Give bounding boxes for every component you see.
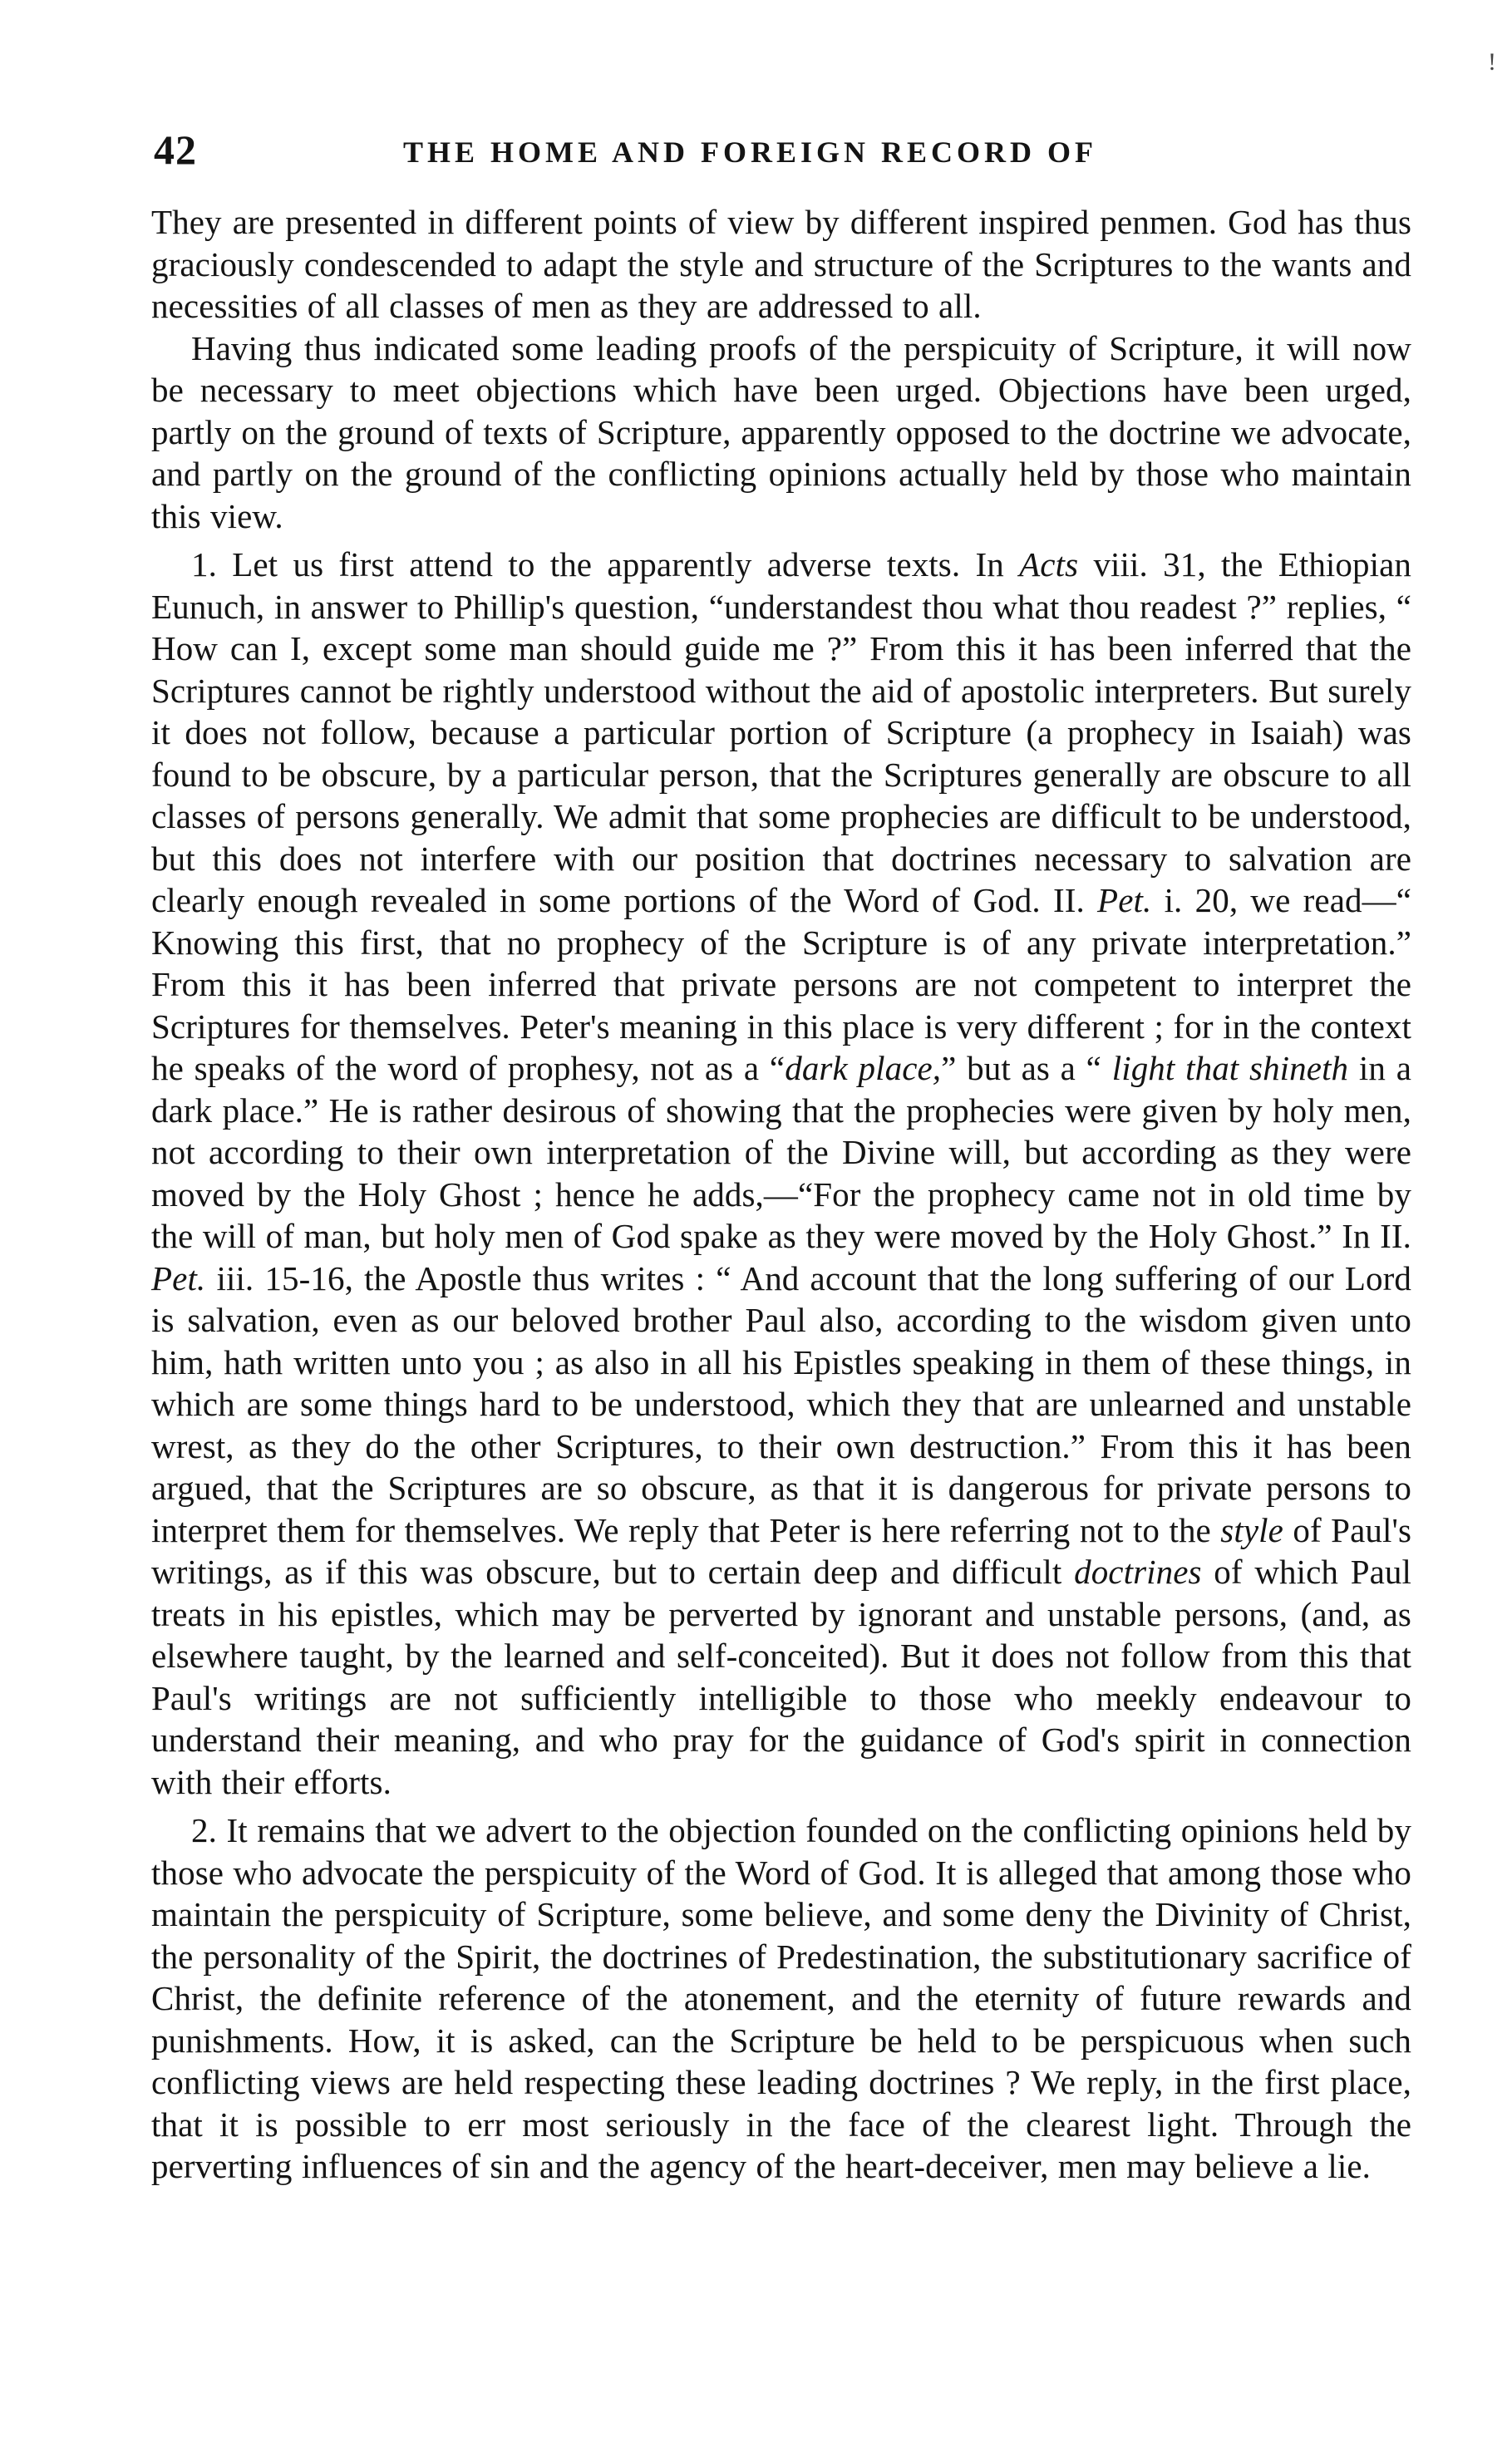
text-run: They are presented in different points of view by different inspired penmen. God has thus graciously condescended to adapt the style and structure of the Scriptures to the wants and necessities of all classes of men as they are addressed to all.	[151, 203, 1411, 325]
paragraph-objections-intro	[151, 327, 1411, 538]
text-run: 1. Let us first attend to the apparently adverse texts. In	[191, 545, 1020, 583]
text-run: of which Paul treats in his epistles, which may be perverted by ignorant and unstable persons, (and, as elsewhere taught, by the learned and self-conceited). But it does not follow from this that Paul's writings are not sufficiently intelligible to those who meekly endeavour to understand their meaning, and who pray for the guidance of God's spirit in connection with their efforts.	[151, 1553, 1411, 1801]
page-number: 42	[154, 126, 197, 173]
body-text	[151, 201, 1411, 2188]
paragraph-continuation	[151, 201, 1411, 327]
page-header	[154, 125, 1417, 175]
text-run: viii. 31, the Ethiopian Eunuch, in answer to Phillip's question, “understandest thou what thou readest ?” replies, “ How can I, except some man should guide me ?” From this it has been inferred that the Scriptures cannot be rightly understood without the aid of apostolic interpreters. But surely it does not follow, because a particular portion of Scripture (a prophecy in Isaiah) was found to be obscure, by a particular person, that the Scriptures generally are obscure to all classes of persons generally. We admit that some prophecies are difficult to be understood, but this does not interfere with our position that doctrines necessary to salvation are clearly enough revealed in some portions of the Word of God. II.	[151, 545, 1412, 919]
text-run: of Paul's writings, as if this was obscure, but to certain deep and difficult	[151, 1510, 1411, 1591]
italic-text: dark place,	[785, 1049, 942, 1087]
text-run: i. 20, we read—“ Knowing this first, that no prophecy of the Scripture is of any private interpretation.” From this it has been inferred that private persons are not competent to interpret the Scriptures for themselves. Peter's meaning in this place is very different ; for in the context he speaks of the word of prophesy, not as a “	[151, 881, 1411, 1087]
paragraph-conflicting-opinions	[151, 1809, 1411, 2188]
text-run: ” but as a “	[941, 1049, 1112, 1087]
running-title: THE HOME AND FOREIGN RECORD OF	[403, 135, 1098, 169]
italic-text: Acts	[1019, 545, 1079, 583]
text-run: iii. 15-16, the Apostle thus writes : “ And account that the long suffering of our Lord is salvation, even as our beloved brother Paul also, according to the wisdom given unto him, hath written unto you ; as also in all his Epistles speaking in them of these things, in which are some things hard to be understood, which they that are unlearned and unstable wrest, as they do the other Scriptures, to their own destruction.” From this it has been argued, that the Scriptures are so obscure, as that it is dangerous for private persons to interpret them for themselves. We reply that Peter is here referring not to the	[151, 1258, 1411, 1549]
text-run: 2. It remains that we advert to the objection founded on the conflicting opinions held by those who advocate the perspicuity of the Word of God. It is alleged that among those who maintain the perspicuity of Scripture, some believe, and some deny the Divinity of Christ, the personality of the Spirit, the doctrines of Predestination, the substitutionary sacrifice of Christ, the definite reference of the atonement, and the eternity of future rewards and punishments. How, it is asked, can the Scripture be held to be perspicuous when such conflicting views are held respecting these leading doctrines ? We reply, in the first place, that it is possible to err most seriously in the face of the clearest light. Through the perverting influences of sin and the agency of the heart-deceiver, men may believe a lie.	[151, 1811, 1411, 2185]
text-run: Having thus indicated some leading proofs of the perspicuity of Scripture, it will now be necessary to meet objections which have been urged. Objections have been urged, partly on the ground of texts of Scripture, apparently opposed to the doctrine we advocate, and partly on the ground of the conflicting opinions actually held by those who maintain this view.	[151, 328, 1411, 535]
italic-text: Pet.	[1097, 881, 1152, 919]
italic-text: Pet.	[151, 1258, 206, 1297]
text-run: in a dark place.” He is rather desirous of showing that the prophecies were given by holy men, not according to their own interpretation of the Divine will, but according as they were moved by the Holy Ghost ; hence he adds,—“For the prophecy came not in old time by the will of man, but holy men of God spake as they were moved by the Holy Ghost.” In II.	[151, 1049, 1411, 1255]
margin-mark: !	[1488, 48, 1496, 76]
italic-text: light that shineth	[1111, 1049, 1349, 1087]
italic-text: doctrines	[1074, 1553, 1202, 1591]
italic-text: style	[1220, 1510, 1283, 1549]
paragraph-adverse-texts	[151, 544, 1411, 1803]
